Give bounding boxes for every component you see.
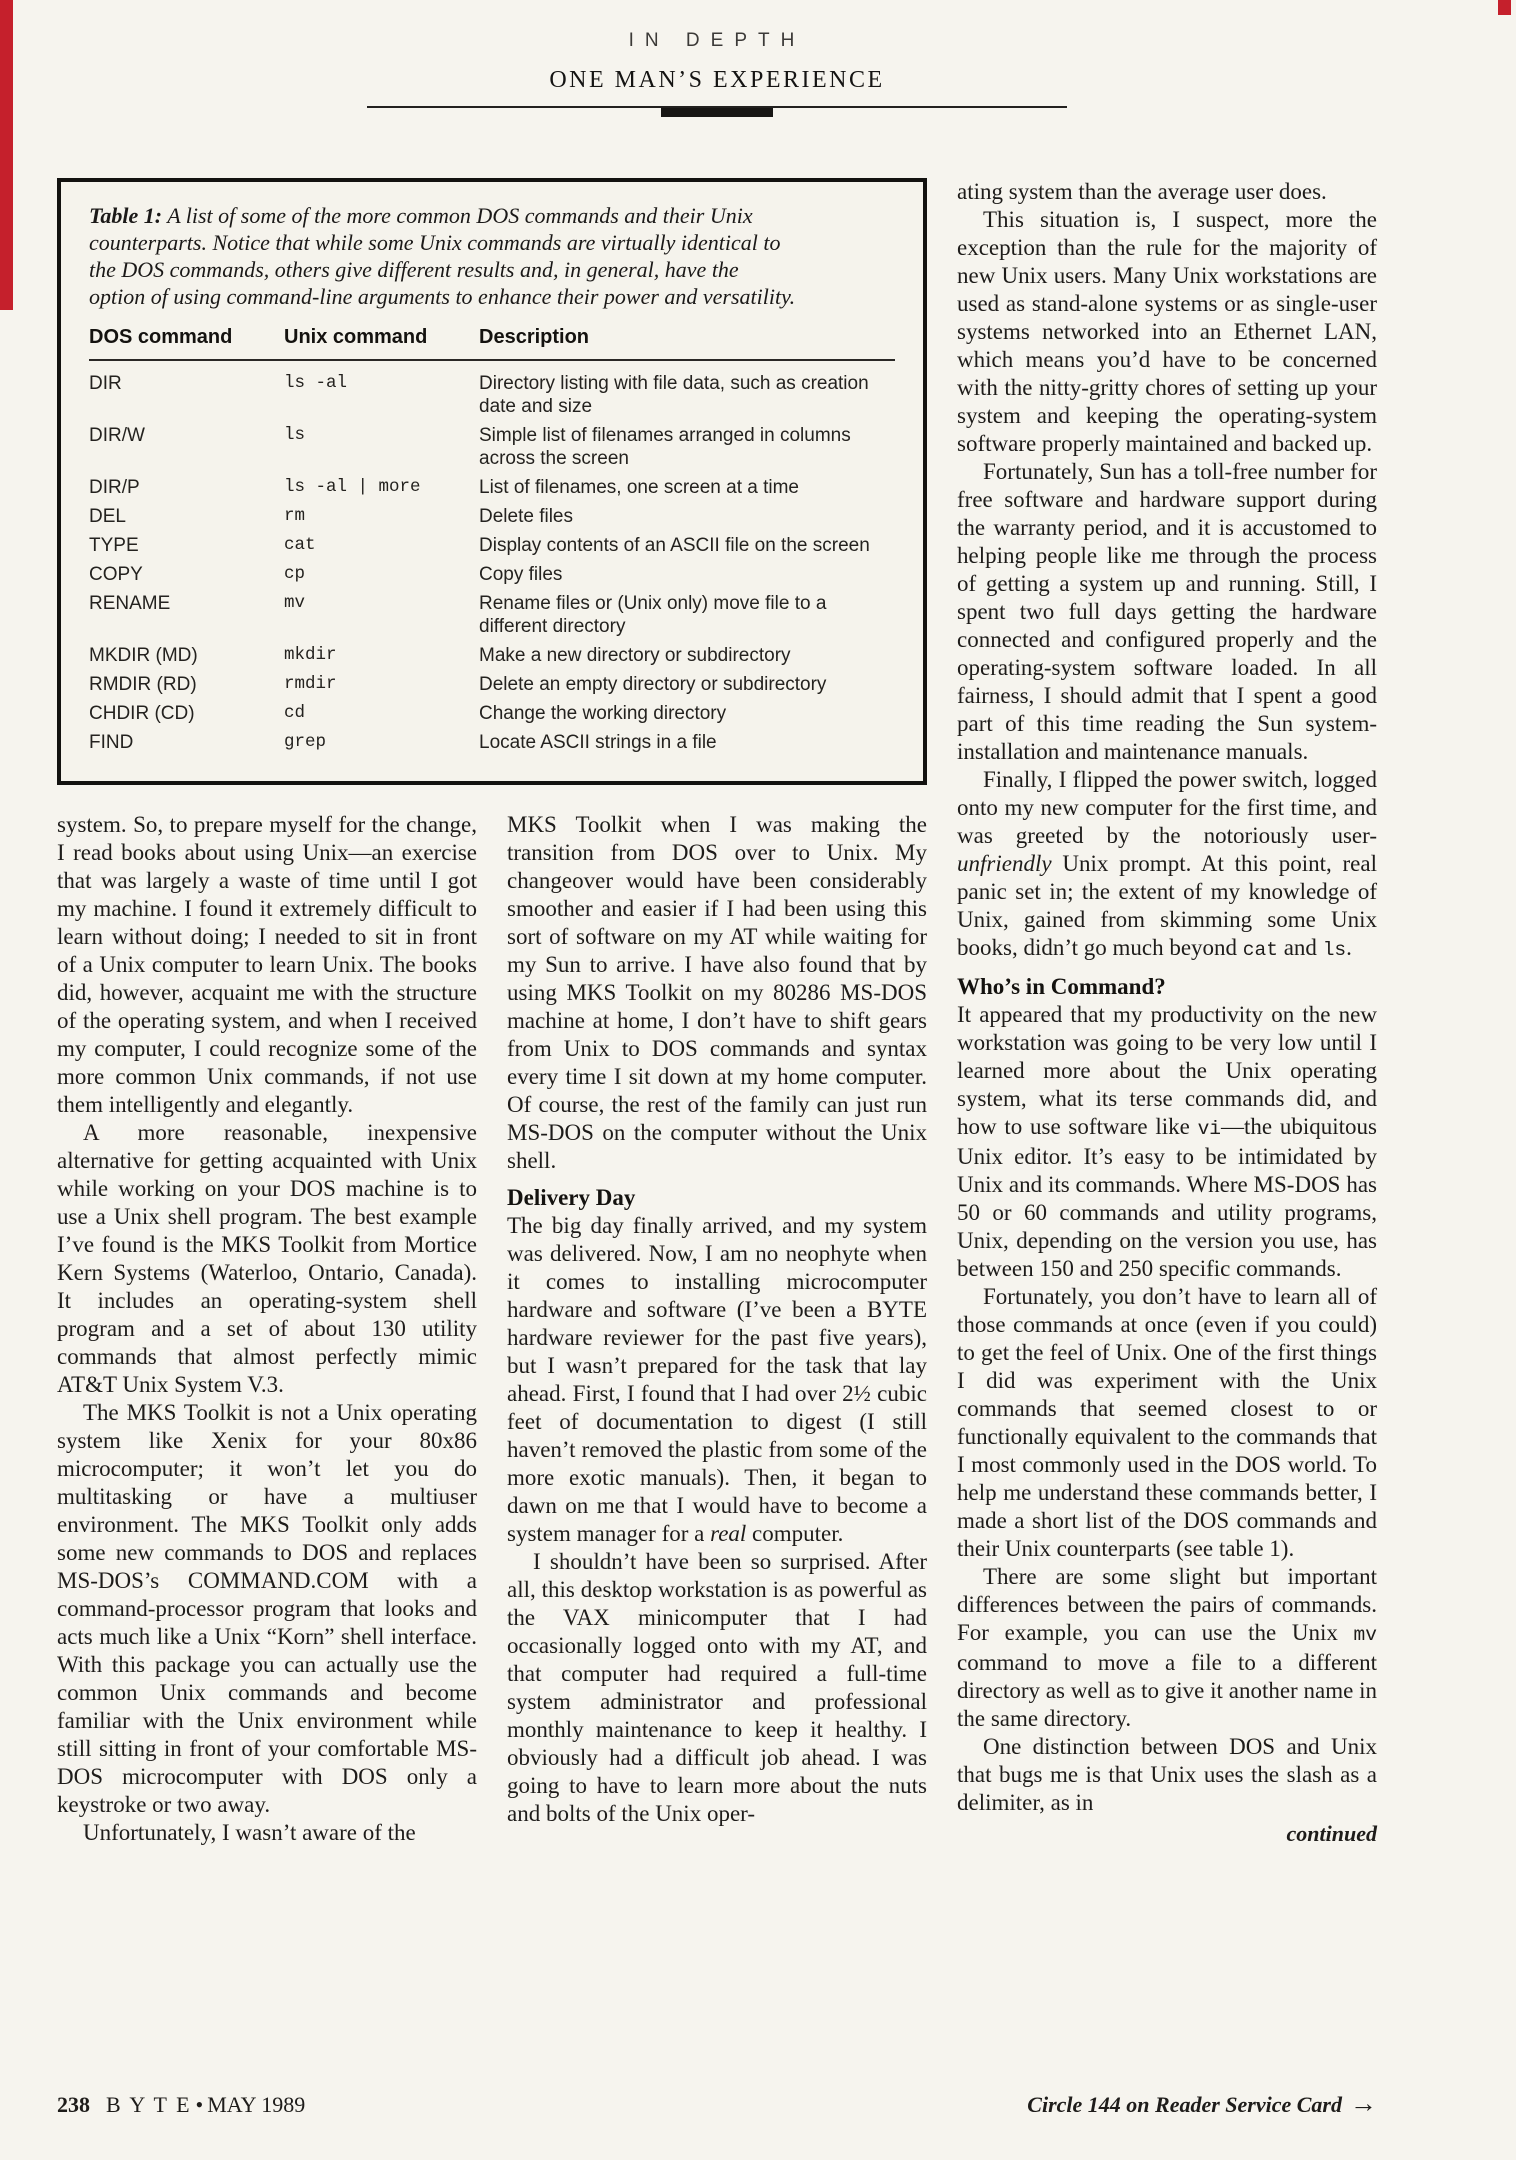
table-row xyxy=(89,473,895,502)
unix-command-cell: grep xyxy=(284,732,327,752)
body-column-1 xyxy=(57,811,477,1847)
description-cell: Delete files xyxy=(479,506,573,527)
section-kicker: IN DEPTH xyxy=(628,30,806,51)
reader-service-note xyxy=(1027,2088,1377,2119)
continued-marker: continued xyxy=(1286,1821,1377,1846)
table-row xyxy=(89,641,895,670)
command-table xyxy=(89,326,895,757)
table-row xyxy=(89,531,895,560)
col-header-unix-command: Unix command xyxy=(284,326,479,360)
body-paragraph: Fortunately, you don’t have to learn all of those commands at once (even if you could) to get the feel of Unix. One of the first things I did was experiment with the Unix commands that seemed closest to or functionally equivalent to the commands that I most commonly used in the DOS world. To help me understand these commands better, I made a short list of the DOS commands and their Unix counterparts (see table 1). xyxy=(957,1284,1377,1561)
body-paragraph: The MKS Toolkit is not a Unix operating system like Xenix for your 80x86 microcomputer; it won’t let you do multitasking or have a multiuser environment. The MKS Toolkit only adds some new commands to DOS and replaces MS-DOS’s COMMAND.COM with a command-processor program that looks and acts much like a Unix “Korn” shell interface. With this package you can actually use the common Unix commands and become familiar with the Unix environment while still sitting in front of your comfortable MS-DOS microcomputer with DOS only a keystroke or two away. xyxy=(57,1400,477,1817)
body-paragraph: It appeared that my productivity on the new workstation was going to be very low until I learned more about the Unix operating system, what its terse commands did, and how to use software like vi—the ubiquitous Unix editor. It’s easy to be intimidated by Unix and its commands. Where MS-DOS has 50 or 60 commands and utility programs, Unix, depending on the version you use, has between 150 and 250 specific commands. xyxy=(957,1002,1377,1281)
page-footer xyxy=(57,2088,1377,2119)
dos-command-cell: DEL xyxy=(89,506,126,527)
description-cell: Simple list of filenames arranged in columns across the screen xyxy=(479,425,851,469)
dos-command-cell: RENAME xyxy=(89,593,171,614)
description-cell: Directory listing with file data, such as creation date and size xyxy=(479,373,869,417)
col-header-dos-command: DOS command xyxy=(89,326,284,360)
body-paragraph: One distinction between DOS and Unix that bugs me is that Unix uses the slash as a delimiter, as in xyxy=(957,1734,1377,1815)
description-cell: Display contents of an ASCII file on the screen xyxy=(479,535,870,556)
unix-command-cell: mv xyxy=(284,593,306,613)
description-cell: Make a new directory or subdirectory xyxy=(479,645,791,666)
body-paragraph: MKS Toolkit when I was making the transition from DOS over to Unix. My changeover would have been considerably smoother and easier if I had been using this sort of software on my AT while waiting for my Sun to arrive. I have also found that by using MKS Toolkit on my 80286 MS-DOS machine at home, I don’t have to shift gears from Unix to DOS commands and syntax every time I sit down at my home computer. Of course, the rest of the family can just run MS-DOS on the computer without the Unix shell. xyxy=(507,812,927,1173)
unix-command-cell: mkdir xyxy=(284,645,337,665)
unix-command-cell: rm xyxy=(284,506,306,526)
table-1-box xyxy=(57,178,927,785)
table-row xyxy=(89,502,895,531)
folio xyxy=(57,2092,305,2118)
dos-command-cell: DIR/P xyxy=(89,477,140,498)
arrow-right-icon: → xyxy=(1350,2088,1377,2118)
table-header-row xyxy=(89,326,895,360)
magazine-name: B Y T E xyxy=(106,2092,192,2117)
section-heading: Who’s in Command? xyxy=(957,974,1166,999)
issue-date: MAY 1989 xyxy=(207,2092,306,2117)
body-paragraph: Unfortunately, I wasn’t aware of the xyxy=(83,1820,416,1845)
page-header xyxy=(57,30,1377,117)
table-row xyxy=(89,728,895,757)
description-cell: Delete an empty directory or subdirectory xyxy=(479,674,827,695)
header-rule-bar xyxy=(661,108,773,117)
lower-columns xyxy=(57,811,927,1847)
table-row xyxy=(89,360,895,421)
col-header-description: Description xyxy=(479,326,895,360)
body-column-2 xyxy=(507,811,927,1847)
dos-command-cell: CHDIR (CD) xyxy=(89,703,195,724)
table-caption-label: Table 1: xyxy=(89,203,163,228)
dos-command-cell: RMDIR (RD) xyxy=(89,674,197,695)
body-column-3 xyxy=(957,178,1377,1847)
dos-command-cell: COPY xyxy=(89,564,143,585)
table-caption-text: A list of some of the more common DOS commands and their Unix counterparts. Notice that while some Unix commands are virtually identical to the DOS commands, others give different results and, in general, have the option of using command-line arguments to enhance their power and versatility. xyxy=(89,203,796,309)
left-area xyxy=(57,178,927,1847)
unix-command-cell: ls -al | more xyxy=(284,477,421,497)
dos-command-cell: MKDIR (MD) xyxy=(89,645,198,666)
body-paragraph: The big day finally arrived, and my system was delivered. Now, I am no neophyte when it comes to installing microcomputer hardware and software (I’ve been a BYTE hardware reviewer for the past five years), but I wasn’t prepared for the task that lay ahead. First, I found that I had over 2½ cubic feet of documentation to digest (I still haven’t removed the plastic from some of the more exotic manuals). Then, it began to dawn on me that I would have to become a system manager for a real computer. xyxy=(507,1213,927,1546)
dos-command-cell: DIR xyxy=(89,373,122,394)
table-row xyxy=(89,670,895,699)
description-cell: Rename files or (Unix only) move file to a different directory xyxy=(479,593,827,637)
red-edge-mark xyxy=(1498,0,1511,15)
red-edge-bar xyxy=(0,0,13,310)
table-row xyxy=(89,421,895,473)
dos-command-cell: DIR/W xyxy=(89,425,145,446)
body-paragraph: A more reasonable, inexpensive alternative for getting acquainted with Unix while working on your DOS machine is to use a Unix shell program. The best example I’ve found is the MKS Toolkit from Mortice Kern Systems (Waterloo, Ontario, Canada). It includes an operating-system shell program and a set of about 130 utility commands that almost perfectly mimic AT&T Unix System V.3. xyxy=(57,1120,477,1397)
page-number: 238 xyxy=(57,2092,90,2117)
description-cell: Copy files xyxy=(479,564,563,585)
table-row xyxy=(89,589,895,641)
table-row xyxy=(89,699,895,728)
unix-command-cell: ls xyxy=(284,425,306,445)
body-paragraph: Finally, I flipped the power switch, logged onto my new computer for the first time, and was greeted by the notoriously user-unfriendly Unix prompt. At this point, real panic set in; the extent of my knowledge of Unix, gained from skimming some Unix books, didn’t go much beyond cat and ls. xyxy=(957,767,1377,961)
unix-command-cell: cd xyxy=(284,703,306,723)
bullet-separator: • xyxy=(195,2092,204,2117)
article-header-title: ONE MAN’S EXPERIENCE xyxy=(549,67,885,93)
description-cell: List of filenames, one screen at a time xyxy=(479,477,799,498)
body-paragraph: ating system than the average user does. xyxy=(957,179,1327,204)
unix-command-cell: cat xyxy=(284,535,316,555)
body-paragraph: I shouldn’t have been so surprised. After all, this desktop workstation is as powerful as the VAX minicomputer that I had occasionally logged onto with my AT, and that computer had required a full-time system administrator and professional monthly maintenance to keep it healthy. I obviously had a difficult job ahead. I was going to have to learn more about the nuts and bolts of the Unix oper- xyxy=(507,1549,927,1826)
section-heading: Delivery Day xyxy=(507,1185,636,1210)
unix-command-cell: cp xyxy=(284,564,306,584)
body-paragraph: There are some slight but important differences between the pairs of commands. For example, you can use the Unix mv command to move a file to a different directory as well as to give it another name in the same directory. xyxy=(957,1564,1377,1731)
body-paragraph: system. So, to prepare myself for the change, I read books about using Unix—an exercise that was largely a waste of time until I got my machine. I found it extremely difficult to learn without doing; I needed to sit in front of a Unix computer to learn Unix. The books did, however, acquaint me with the structure of the operating system, and when I received my computer, I could recognize some of the more common Unix commands, if not use them intelligently and elegantly. xyxy=(57,812,477,1117)
description-cell: Locate ASCII strings in a file xyxy=(479,732,717,753)
table-row xyxy=(89,560,895,589)
unix-command-cell: rmdir xyxy=(284,674,337,694)
text-block xyxy=(57,30,1377,1847)
body-paragraph: This situation is, I suspect, more the exception than the rule for the majority of new Unix users. Many Unix workstations are used as stand-alone systems or as single-user systems networked into an Ethernet LAN, which means you’d have to be concerned with the nitty-gritty chores of setting up your system and keeping the operating-system software properly maintained and backed up. xyxy=(957,207,1377,456)
reader-service-text: Circle 144 on Reader Service Card xyxy=(1027,2092,1342,2117)
body-paragraph: Fortunately, Sun has a toll-free number for free software and hardware support during the warranty period, and it is accustomed to helping people like me through the process of getting a system up and running. Still, I spent two full days getting the hardware connected and configured properly and the operating-system software loaded. In all fairness, I should admit that I spent a good part of this time reading the Sun system-installation and maintenance manuals. xyxy=(957,459,1377,764)
table-caption xyxy=(89,202,799,310)
column-layout xyxy=(57,178,1377,1847)
dos-command-cell: TYPE xyxy=(89,535,139,556)
dos-command-cell: FIND xyxy=(89,732,134,753)
unix-command-cell: ls -al xyxy=(284,373,348,393)
description-cell: Change the working directory xyxy=(479,703,727,724)
